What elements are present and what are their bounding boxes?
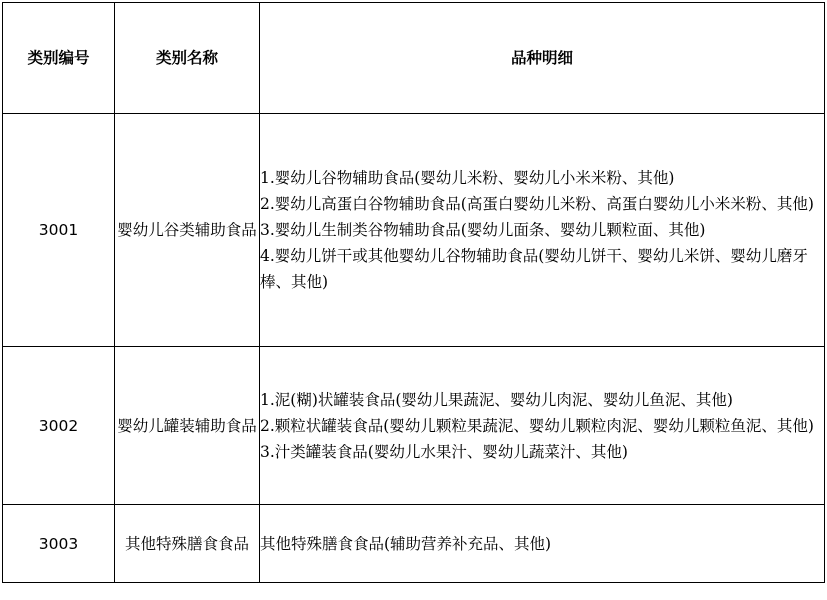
detail-item: 3.汁类罐装食品(婴幼儿水果汁、婴幼儿蔬菜汁、其他) bbox=[260, 442, 628, 461]
variety-details-cell bbox=[260, 347, 825, 505]
category-name-cell: 其他特殊膳食食品 bbox=[115, 505, 260, 583]
detail-item: 其他特殊膳食食品(辅助营养补充品、其他) bbox=[260, 534, 552, 553]
table-row bbox=[3, 505, 825, 583]
detail-item: 2.婴幼儿高蛋白谷物辅助食品(高蛋白婴幼儿米粉、高蛋白婴幼儿小米米粉、其他) bbox=[260, 195, 814, 213]
table-row bbox=[3, 347, 825, 505]
header-variety-details: 品种明细 bbox=[260, 3, 825, 114]
detail-item: 2.颗粒状罐装食品(婴幼儿颗粒果蔬泥、婴幼儿颗粒肉泥、婴幼儿颗粒鱼泥、其他) bbox=[260, 416, 814, 435]
category-code-cell: 3003 bbox=[3, 505, 115, 583]
variety-details-cell bbox=[260, 114, 825, 347]
table-header-row bbox=[3, 3, 825, 114]
header-category-code: 类别编号 bbox=[3, 3, 115, 114]
detail-item: 1.泥(糊)状罐装食品(婴幼儿果蔬泥、婴幼儿肉泥、婴幼儿鱼泥、其他) bbox=[260, 390, 733, 409]
category-code-cell: 3001 bbox=[3, 114, 115, 347]
category-code-cell: 3002 bbox=[3, 347, 115, 505]
category-name-cell: 婴幼儿罐装辅助食品 bbox=[115, 347, 260, 505]
food-category-table bbox=[2, 2, 825, 583]
detail-item: 4.婴幼儿饼干或其他婴幼儿谷物辅助食品(婴幼儿饼干、婴幼儿米饼、婴幼儿磨牙棒、其他) bbox=[260, 247, 808, 291]
variety-details-cell bbox=[260, 505, 825, 583]
detail-item: 3.婴幼儿生制类谷物辅助食品(婴幼儿面条、婴幼儿颗粒面、其他) bbox=[260, 221, 706, 239]
table-row bbox=[3, 114, 825, 347]
category-name-cell: 婴幼儿谷类辅助食品 bbox=[115, 114, 260, 347]
header-category-name: 类别名称 bbox=[115, 3, 260, 114]
detail-item: 1.婴幼儿谷物辅助食品(婴幼儿米粉、婴幼儿小米米粉、其他) bbox=[260, 169, 675, 187]
